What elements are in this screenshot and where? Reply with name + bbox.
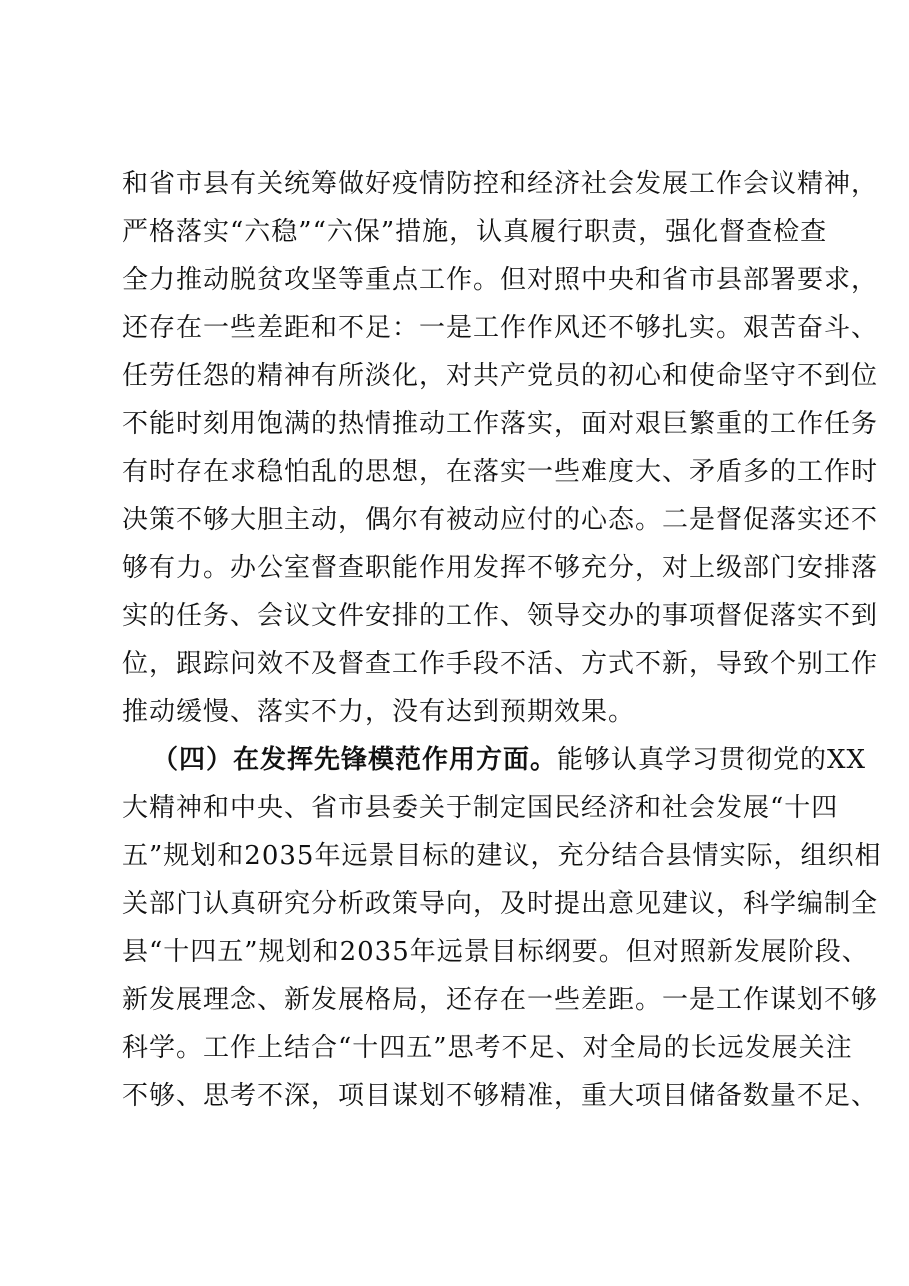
text-line: 决策不够大胆主动，偶尔有被动应付的心态。二是督促落实还不 xyxy=(122,505,879,535)
text-line: 实的任务、会议文件安排的工作、领导交办的事项督促落实不到 xyxy=(122,601,879,631)
text-line: 关部门认真研究分析政策导向，及时提出意见建议，科学编制全 xyxy=(122,889,879,919)
text-line: 不能时刻用饱满的热情推动工作落实，面对艰巨繁重的工作任务 xyxy=(122,409,879,439)
section-4-heading: （四）在发挥先锋模范作用方面。 xyxy=(152,745,558,775)
section-4-first-line-text: 能够认真学习贯彻党的XX xyxy=(557,745,867,775)
text-line: 还存在一些差距和不足：一是工作作风还不够扎实。艰苦奋斗、 xyxy=(122,313,879,343)
document-body xyxy=(122,160,882,1120)
text-line: 全力推动脱贫攻坚等重点工作。但对照中央和省市县部署要求， xyxy=(122,265,879,295)
text-line: 和省市县有关统筹做好疫情防控和经济社会发展工作会议精神， xyxy=(122,169,879,199)
text-line: 有时存在求稳怕乱的思想，在落实一些难度大、矛盾多的工作时 xyxy=(122,457,879,487)
text-line: 科学。工作上结合“十四五”思考不足、对全局的长远发展关注 xyxy=(122,1033,853,1063)
text-line: 大精神和中央、省市县委关于制定国民经济和社会发展“十四 xyxy=(122,793,839,823)
section-4-first-line xyxy=(122,736,867,784)
text-line: 不够、思考不深，项目谋划不够精准，重大项目储备数量不足、 xyxy=(122,1081,879,1111)
text-line: 新发展理念、新发展格局，还存在一些差距。一是工作谋划不够 xyxy=(122,985,879,1015)
text-line: 严格落实“六稳”“六保”措施，认真履行职责，强化督查检查 xyxy=(122,217,828,247)
text-line: 够有力。办公室督查职能作用发挥不够充分，对上级部门安排落 xyxy=(122,553,879,583)
text-line: 任劳任怨的精神有所淡化，对共产党员的初心和使命坚守不到位 xyxy=(122,361,879,391)
text-line: 位，跟踪问效不及督查工作手段不活、方式不新，导致个别工作 xyxy=(122,649,879,679)
text-line: 县“十四五”规划和2035年远景目标纲要。但对照新发展阶段、 xyxy=(122,937,869,967)
text-line: 五”规划和2035年远景目标的建议，充分结合县情实际，组织相 xyxy=(122,841,882,871)
paragraph-last-line: 推动缓慢、落实不力，没有达到预期效果。 xyxy=(122,697,636,727)
